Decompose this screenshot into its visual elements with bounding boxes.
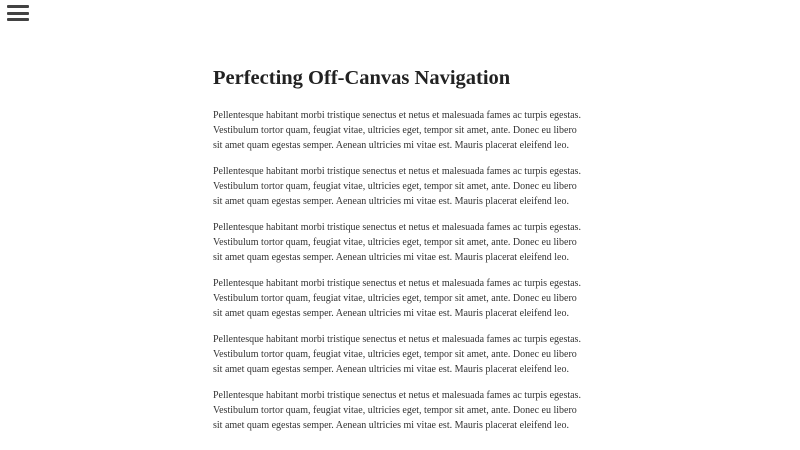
article-paragraph: Pellentesque habitant morbi tristique senectus et netus et malesuada fames ac turpis egestas. Vestibulum tortor quam, feugiat vitae, ultricies eget, tempor sit amet, ante. Donec eu libero sit amet quam egestas semper. Aenean ultricies mi vitae est. Mauris placerat eleifend leo. — [213, 334, 581, 375]
article-paragraph: Pellentesque habitant morbi tristique senectus et netus et malesuada fames ac turpis egestas. Vestibulum tortor quam, feugiat vitae, ultricies eget, tempor sit amet, ante. Donec eu libero sit amet quam egestas semper. Aenean ultricies mi vitae est. Mauris placerat eleifend leo. — [213, 390, 581, 431]
article-paragraph: Pellentesque habitant morbi tristique senectus et netus et malesuada fames ac turpis egestas. Vestibulum tortor quam, feugiat vitae, ultricies eget, tempor sit amet, ante. Donec eu libero sit amet quam egestas semper. Aenean ultricies mi vitae est. Mauris placerat eleifend leo. — [213, 166, 581, 207]
article-paragraph: Pellentesque habitant morbi tristique senectus et netus et malesuada fames ac turpis egestas. Vestibulum tortor quam, feugiat vitae, ultricies eget, tempor sit amet, ante. Donec eu libero sit amet quam egestas semper. Aenean ultricies mi vitae est. Mauris placerat eleifend leo. — [213, 222, 581, 263]
article-paragraph: Pellentesque habitant morbi tristique senectus et netus et malesuada fames ac turpis egestas. Vestibulum tortor quam, feugiat vitae, ultricies eget, tempor sit amet, ante. Donec eu libero sit amet quam egestas semper. Aenean ultricies mi vitae est. Mauris placerat eleifend leo. — [213, 278, 581, 319]
hamburger-icon — [7, 18, 29, 21]
hamburger-icon — [7, 12, 29, 15]
article-paragraph: Pellentesque habitant morbi tristique senectus et netus et malesuada fames ac turpis egestas. Vestibulum tortor quam, feugiat vitae, ultricies eget, tempor sit amet, ante. Donec eu libero sit amet quam egestas semper. Aenean ultricies mi vitae est. Mauris placerat eleifend leo. — [213, 110, 581, 151]
menu-toggle-button[interactable] — [7, 5, 29, 21]
page-title: Perfecting Off-Canvas Navigation — [213, 67, 511, 89]
hamburger-icon — [7, 5, 29, 8]
article-content — [213, 0, 587, 433]
